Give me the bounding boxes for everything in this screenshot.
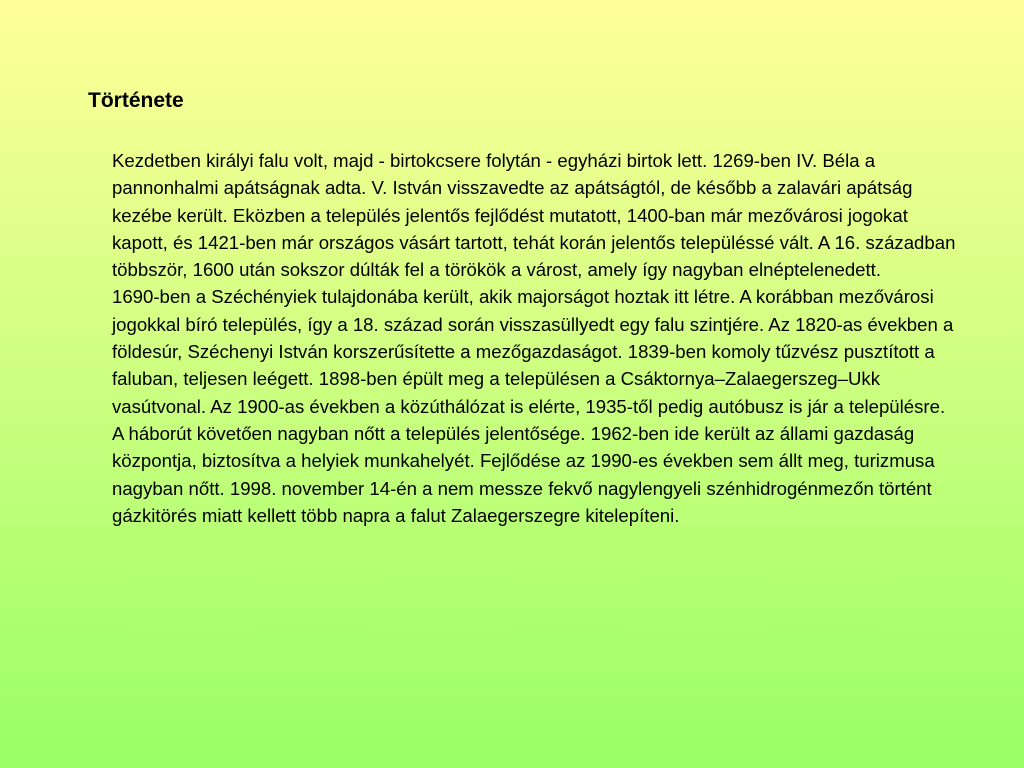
slide-title: Története [88, 89, 184, 112]
paragraph-postwar: A háborút követően nagyban nőtt a település jelentősége. 1962-ben ide került az állami gazdaság központja, biztosítva a helyiek munkahelyét. Fejlődése az 1990-es években sem állt meg, turizmusa nagyban nőtt. 1998. november 14-én a nem messze fekvő nagylengyeli szénhidrogénmezőn történt gázkitörés miatt kellett több napra a falut Zalaegerszegre kitelepíteni. [112, 422, 935, 526]
paragraph-early-history: Kezdetben királyi falu volt, majd - birtokcsere folytán - egyházi birtok lett. 1269-ben IV. Béla a pannonhalmi apátságnak adta. V. István visszavedte az apátságtól, de később a zalavári apátság kezébe került. Eközben a település jelentős fejlődést mutatott, 1400-ban már mezővárosi jogokat kapott, és 1421-ben már országos vásárt tartott, tehát korán jelentős településsé vált. A 16. században többször, 1600 után sokszor dúlták fel a törökök a várost, amely így nagyban elnéptelenedett. [112, 150, 956, 281]
slide-body [112, 147, 962, 529]
paragraph-szechenyi-era: 1690-ben a Széchényiek tulajdonába került, akik majorságot hoztak itt létre. A korábban mezővárosi jogokkal bíró település, így a 18. század során visszasüllyedt egy falu szintjére. Az 1820-as években a földesúr, Széchenyi István korszerűsítette a mezőgazdaságot. 1839-ben komoly tűzvész pusztított a faluban, teljesen leégett. 1898-ben épült meg a településen a Csáktornya–Zalaegerszeg–Ukk vasútvonal. Az 1900-as években a közúthálózat is elérte, 1935-től pedig autóbusz is jár a településre. [112, 286, 954, 417]
